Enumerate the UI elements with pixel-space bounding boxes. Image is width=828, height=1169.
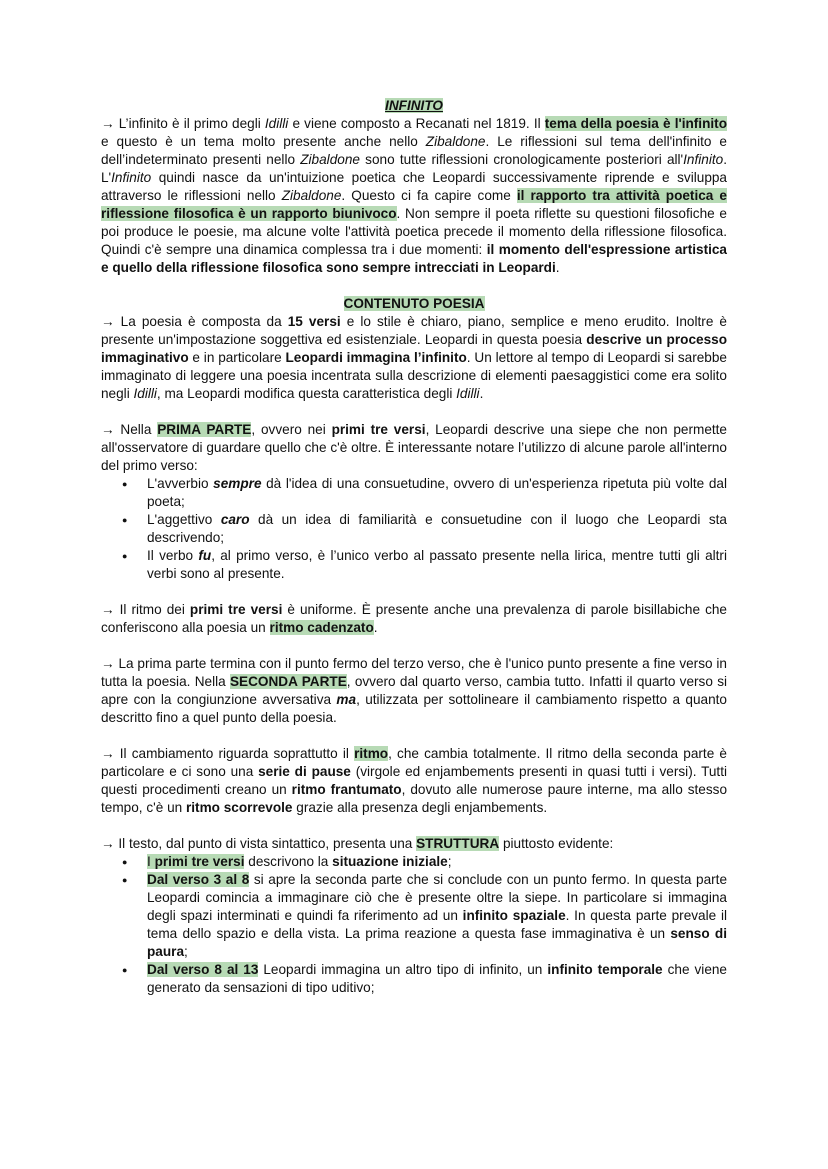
text-run: , utilizzata per sottolineare il cambiamento rispetto a quanto descritto fino a quel punto della poesia. (101, 692, 727, 725)
text-run: infinito temporale (547, 962, 663, 977)
text-run: Leopardi immagina l’infinito (285, 350, 467, 365)
text-run: e viene composto a Recanati nel 1819. Il (288, 116, 545, 131)
text-run: si apre la seconda parte che si conclude con un punto fermo. In questa parte Leopardi comincia a immaginare ciò che è presente oltre la siepe. In particolare si immagina degli spazi interminati e quindi fa riferimento ad un (147, 872, 728, 923)
list-item (147, 511, 727, 547)
text-run: Idilli (456, 386, 480, 401)
text-run: . Questo ci fa capire come (341, 188, 517, 203)
text-run: → Il cambiamento riguarda soprattutto il (101, 746, 355, 761)
text-run: → Il testo, dal punto di vista sintattico, presenta una (101, 836, 417, 851)
text-run: Infinito (111, 170, 152, 185)
text-run: e lo stile è chiaro, piano, semplice e meno erudito. Inoltre è presente un'impostazione soggettiva ed esistenziale. Leopardi in questa poesia (101, 314, 727, 347)
text-run: grazie alla presenza degli enjambements. (292, 800, 548, 815)
text-run: → La poesia è composta da (101, 314, 288, 329)
text-run: che viene generato da sensazioni di tipo uditivo; (147, 962, 727, 995)
text-run: (virgole ed enjambements presenti in quasi tutti i versi). Tutti questi procedimenti creano un (101, 764, 727, 797)
section-title-infinito: INFINITO (385, 98, 443, 113)
text-run: Dal verso 8 al 13 (147, 962, 259, 977)
text-run: ritmo (354, 746, 389, 761)
text-run: L'avverbio (147, 476, 214, 491)
text-run: Zibaldone (300, 152, 360, 167)
text-run: SECONDA PARTE (229, 674, 347, 689)
text-run: e in particolare (188, 350, 286, 365)
text-run: situazione iniziale (332, 854, 448, 869)
text-run: . (555, 260, 560, 275)
text-run: descrive un processo immaginativo (101, 332, 727, 365)
text-run: Zibaldone (425, 134, 486, 149)
text-run: Infinito (683, 152, 724, 167)
list-item (147, 547, 727, 583)
text-run: primi tre versi (189, 602, 283, 617)
text-run: ; (447, 854, 452, 869)
text-run: → Il ritmo dei (101, 602, 190, 617)
text-run: tema della poesia è l'infinito (544, 116, 727, 131)
text-run: sempre (213, 476, 262, 491)
text-run: il momento dell'espressione artistica e quello della riflessione filosofica sono sempre intrecciati in Leopardi (101, 242, 727, 275)
text-run: Idilli (264, 116, 289, 131)
text-run: , dovuto alle numerose paure interne, ma allo stesso tempo, c'è un (101, 782, 728, 815)
text-run: Il verbo (147, 548, 199, 563)
text-run: , Leopardi descrive una siepe che non permette all'osservatore di guardare quello che c'è oltre. È interessante notare l’utilizzo di alcune parole all'interno del primo verso: (101, 422, 727, 473)
text-run: . (373, 620, 378, 635)
text-run: piuttosto evidente: (499, 836, 614, 851)
paragraph-seconda-parte (101, 655, 727, 727)
text-run: sono tutte riflessioni cronologicamente posteriori all' (359, 152, 684, 167)
text-run: serie di pause (258, 764, 351, 779)
text-run: dà l'idea di una consuetudine, ovvero di un'esperienza ripetuta più volte dal poeta; (147, 476, 727, 509)
text-run: . Un lettore al tempo di Leopardi si sarebbe immaginato di leggere una poesia incentrata sulla descrizione di elementi paesaggistici come era solito negli (101, 350, 727, 401)
text-run: → L’infinito è il primo degli (101, 116, 265, 131)
text-run: primi tre versi (331, 422, 426, 437)
list-item (147, 871, 727, 961)
text-run: primi tre versi (154, 854, 245, 869)
text-run: caro (220, 512, 250, 527)
paragraph-ritmo-cambiamento (101, 745, 727, 817)
text-run: 15 versi (287, 314, 341, 329)
text-run: ritmo scorrevole (185, 800, 293, 815)
text-run: Idilli (133, 386, 157, 401)
list-item (147, 475, 727, 511)
text-run: . Non sempre il poeta riflette su questioni filosofiche e poi produce le poesie, ma alcune volte l'attività poetica precede il momento della riflessione filosofica. Quindi c'è sempre una dinamica complessa tra i due momenti: (101, 206, 727, 257)
text-run: , ovvero dal quarto verso, cambia tutto. Infatti il quarto verso si apre con la congiunzione avversativa (101, 674, 728, 707)
paragraph-intro (101, 115, 727, 277)
text-run: ritmo cadenzato (269, 620, 374, 635)
text-run: I (147, 854, 155, 869)
text-run: quindi nasce da un'intuizione poetica che Leopardi successivamente riprende e sviluppa attraverso le riflessioni nello (101, 170, 727, 203)
paragraph-ritmo-primi-versi (101, 601, 727, 637)
text-run: Dal verso 3 al 8 (147, 872, 250, 887)
text-run: , ma Leopardi modifica questa caratteristica degli (156, 386, 457, 401)
text-run: ritmo frantumato (291, 782, 402, 797)
text-run: senso di paura (147, 926, 727, 959)
text-run: STRUTTURA (416, 836, 500, 851)
text-run: , ovvero nei (251, 422, 332, 437)
paragraph-contenuto (101, 313, 727, 403)
text-run: ma (336, 692, 357, 707)
text-run: infinito spaziale (462, 908, 566, 923)
text-run: descrivono la (244, 854, 333, 869)
text-run: Zibaldone (281, 188, 342, 203)
list-item (147, 961, 727, 997)
text-run: ; (184, 944, 188, 959)
list-item (147, 853, 727, 871)
text-run: . L' (101, 152, 727, 185)
text-run: il rapporto tra attività poetica e riflessione filosofica è un rapporto biunivoco (101, 188, 727, 221)
text-run: Leopardi immagina un altro tipo di infinito, un (258, 962, 548, 977)
text-run: → Nella (101, 422, 158, 437)
paragraph-prima-parte (101, 421, 727, 475)
paragraph-struttura (101, 835, 727, 853)
text-run: , che cambia totalmente. Il ritmo della seconda parte è particolare e ci sono una (101, 746, 727, 779)
text-run: . Le riflessioni sul tema dell'infinito e dell’indeterminato presenti nello (101, 134, 727, 167)
text-run: , al primo verso, è l’unico verbo al passato presente nella lirica, mentre tutti gli altri verbi sono al presente. (147, 548, 727, 581)
text-run: dà un idea di familiarità e consuetudine con il luogo che Leopardi sta descrivendo; (147, 512, 727, 545)
section-title-contenuto: CONTENUTO POESIA (343, 296, 485, 311)
text-run: fu (198, 548, 212, 563)
text-run: PRIMA PARTE (157, 422, 252, 437)
text-run: è uniforme. È presente anche una prevalenza di parole bisillabiche che conferiscono alla poesia un (101, 602, 727, 635)
text-run: → La prima parte termina con il punto fermo del terzo verso, che è l'unico punto presente a fine verso in tutta la poesia. Nella (101, 656, 727, 689)
bullet-list-struttura (101, 853, 727, 997)
bullet-list-parole (101, 475, 727, 583)
text-run: . (479, 386, 484, 401)
text-run: L'aggettivo (147, 512, 221, 527)
text-run: e questo è un tema molto presente anche nello (101, 134, 426, 149)
text-run: . In questa parte prevale il tema dello spazio e della vista. La prima reazione a questa fase immaginativa è un (147, 908, 727, 941)
